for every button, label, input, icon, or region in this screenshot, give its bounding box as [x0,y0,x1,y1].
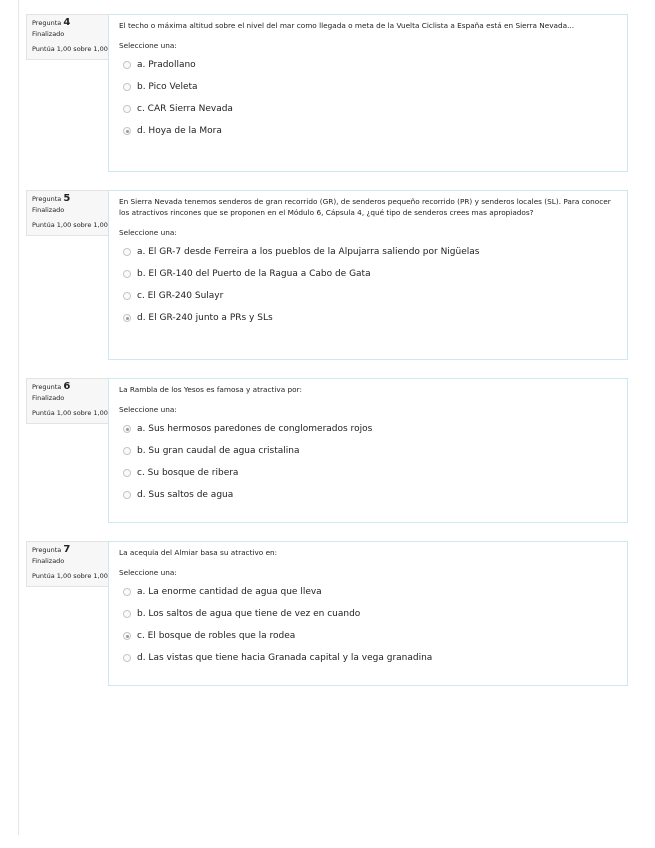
question-label: Pregunta [32,19,62,27]
answer-list [119,581,617,669]
radio-button[interactable] [123,270,131,278]
question-number [32,18,110,28]
question-state: Finalizado [32,206,65,214]
radio-button[interactable] [123,610,131,618]
question-info [26,378,114,424]
select-prompt: Seleccione una: [119,41,177,50]
answer-label: b. El GR-140 del Puerto de la Ragua a Cabo de Gata [137,269,371,279]
radio-button[interactable] [123,248,131,256]
select-prompt: Seleccione una: [119,228,177,237]
radio-button[interactable] [123,588,131,596]
answer-option[interactable] [119,647,617,669]
question-text: En Sierra Nevada tenemos senderos de gran recorrido (GR), de senderos pequeño recorrido (PR) y senderos locales (SL). Para conocer los atractivos rincones que se proponen en el Módulo 6, Cápsula 4, ¿qué tipo de senderos crees mas apropiados? [119,197,611,217]
answer-label: d. Las vistas que tiene hacia Granada capital y la vega granadina [137,653,433,663]
answer-option[interactable] [119,54,617,76]
radio-button[interactable] [123,83,131,91]
answer-label: a. Sus hermosos paredones de conglomerados rojos [137,424,373,434]
question-7 [26,541,628,686]
question-number [32,382,110,392]
question-label: Pregunta [32,383,62,391]
question-content [108,190,628,360]
answer-label: b. Los saltos de agua que tiene de vez en cuando [137,609,361,619]
answer-option[interactable] [119,462,617,484]
radio-button[interactable] [123,292,131,300]
answer-label: d. Hoya de la Mora [137,126,222,136]
question-number [32,545,110,555]
select-prompt: Seleccione una: [119,405,177,414]
answer-label: b. Su gran caudal de agua cristalina [137,446,300,456]
answer-option[interactable] [119,603,617,625]
answer-option[interactable] [119,625,617,647]
answer-label: c. El bosque de robles que la rodea [137,631,296,641]
question-label: Pregunta [32,546,62,554]
radio-button-selected[interactable] [123,314,131,322]
answer-label: c. Su bosque de ribera [137,468,239,478]
select-prompt: Seleccione una: [119,568,177,577]
answer-option[interactable] [119,418,617,440]
radio-button[interactable] [123,654,131,662]
answer-option[interactable] [119,484,617,506]
question-number-value: 4 [63,17,71,28]
answer-option[interactable] [119,263,617,285]
question-state: Finalizado [32,394,65,402]
question-info [26,541,114,587]
radio-button[interactable] [123,491,131,499]
radio-button-selected[interactable] [123,127,131,135]
question-state: Finalizado [32,557,65,565]
answer-label: d. El GR-240 junto a PRs y SLs [137,313,273,323]
question-number-value: 7 [63,544,71,555]
question-content [108,378,628,523]
question-content [108,14,628,172]
answer-label: a. El GR-7 desde Ferreira a los pueblos de la Alpujarra saliendo por Nigüelas [137,247,480,257]
question-grade: Puntúa 1,00 sobre 1,00 [32,409,108,417]
question-label: Pregunta [32,195,62,203]
answer-label: d. Sus saltos de agua [137,490,234,500]
question-grade: Puntúa 1,00 sobre 1,00 [32,572,108,580]
answer-label: c. El GR-240 Sulayr [137,291,224,301]
radio-button-selected[interactable] [123,425,131,433]
question-4 [26,14,628,172]
question-number [32,194,110,204]
question-grade: Puntúa 1,00 sobre 1,00 [32,221,108,229]
page-left-border [18,0,19,835]
radio-button[interactable] [123,61,131,69]
question-number-value: 6 [63,381,71,392]
answer-label: a. Pradollano [137,60,196,70]
answer-option[interactable] [119,307,617,329]
answer-option[interactable] [119,241,617,263]
answer-option[interactable] [119,285,617,307]
radio-button[interactable] [123,469,131,477]
answer-list [119,54,617,142]
question-text: El techo o máxima altitud sobre el nivel del mar como llegada o meta de la Vuelta Ciclista a España está en Sierra Nevada... [119,21,575,30]
question-text: La acequia del Almiar basa su atractivo en: [119,548,278,557]
radio-button[interactable] [123,105,131,113]
answer-label: b. Pico Veleta [137,82,198,92]
question-state: Finalizado [32,30,65,38]
question-grade: Puntúa 1,00 sobre 1,00 [32,45,108,53]
answer-label: c. CAR Sierra Nevada [137,104,233,114]
radio-button-selected[interactable] [123,632,131,640]
answer-label: a. La enorme cantidad de agua que lleva [137,587,322,597]
question-info [26,190,114,236]
answer-option[interactable] [119,98,617,120]
answer-option[interactable] [119,76,617,98]
answer-option[interactable] [119,120,617,142]
question-5 [26,190,628,360]
answer-option[interactable] [119,581,617,603]
question-number-value: 5 [63,193,71,204]
question-content [108,541,628,686]
answer-option[interactable] [119,440,617,462]
question-6 [26,378,628,523]
radio-button[interactable] [123,447,131,455]
question-info [26,14,114,60]
question-text: La Rambla de los Yesos es famosa y atractiva por: [119,385,302,394]
answer-list [119,418,617,506]
answer-list [119,241,617,329]
